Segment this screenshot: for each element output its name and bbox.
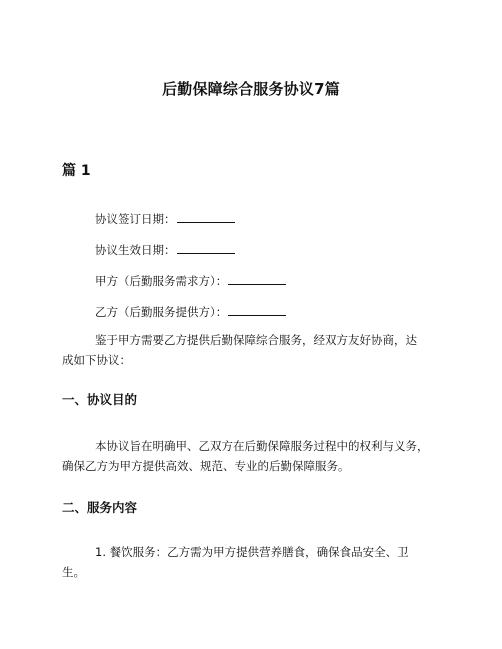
heading-content: 二、服务内容 <box>62 500 138 515</box>
document-title: 后勤保障综合服务协议7篇 <box>162 80 340 98</box>
item1-line-2: 生。 <box>62 565 85 579</box>
item1-line-1: 1. 餐饮服务：乙方需为甲方提供营养膳食，确保食品安全、卫 <box>95 545 409 559</box>
field-effective-date <box>95 242 235 258</box>
intro-paragraph-cont <box>62 350 131 370</box>
blank-line <box>177 212 235 223</box>
blank-line <box>228 274 286 285</box>
field-label: 甲方（后勤服务需求方）： <box>95 274 228 288</box>
intro-paragraph <box>95 330 417 350</box>
blank-line <box>228 305 286 316</box>
purpose-paragraph-cont <box>62 456 350 476</box>
heading-purpose: 一、协议目的 <box>62 392 138 407</box>
intro-line-2: 成如下协议： <box>62 353 131 367</box>
service-item-1 <box>95 542 409 562</box>
field-party-a <box>95 273 286 289</box>
field-label: 乙方（后勤服务提供方）： <box>95 305 228 319</box>
section-heading: 篇 1 <box>62 163 91 179</box>
purpose-line-2: 确保乙方为甲方提供高效、规范、专业的后勤保障服务。 <box>62 459 350 473</box>
field-sign-date <box>95 211 235 227</box>
purpose-paragraph <box>95 436 429 456</box>
blank-line <box>177 243 235 254</box>
field-label: 协议生效日期： <box>95 243 176 257</box>
field-label: 协议签订日期： <box>95 212 176 226</box>
service-item-1-cont <box>62 562 85 582</box>
field-party-b <box>95 304 286 320</box>
purpose-line-1: 本协议旨在明确甲、乙双方在后勤保障服务过程中的权利与义务， <box>95 439 429 453</box>
intro-line-1: 鉴于甲方需要乙方提供后勤保障综合服务，经双方友好协商，达 <box>95 333 417 347</box>
